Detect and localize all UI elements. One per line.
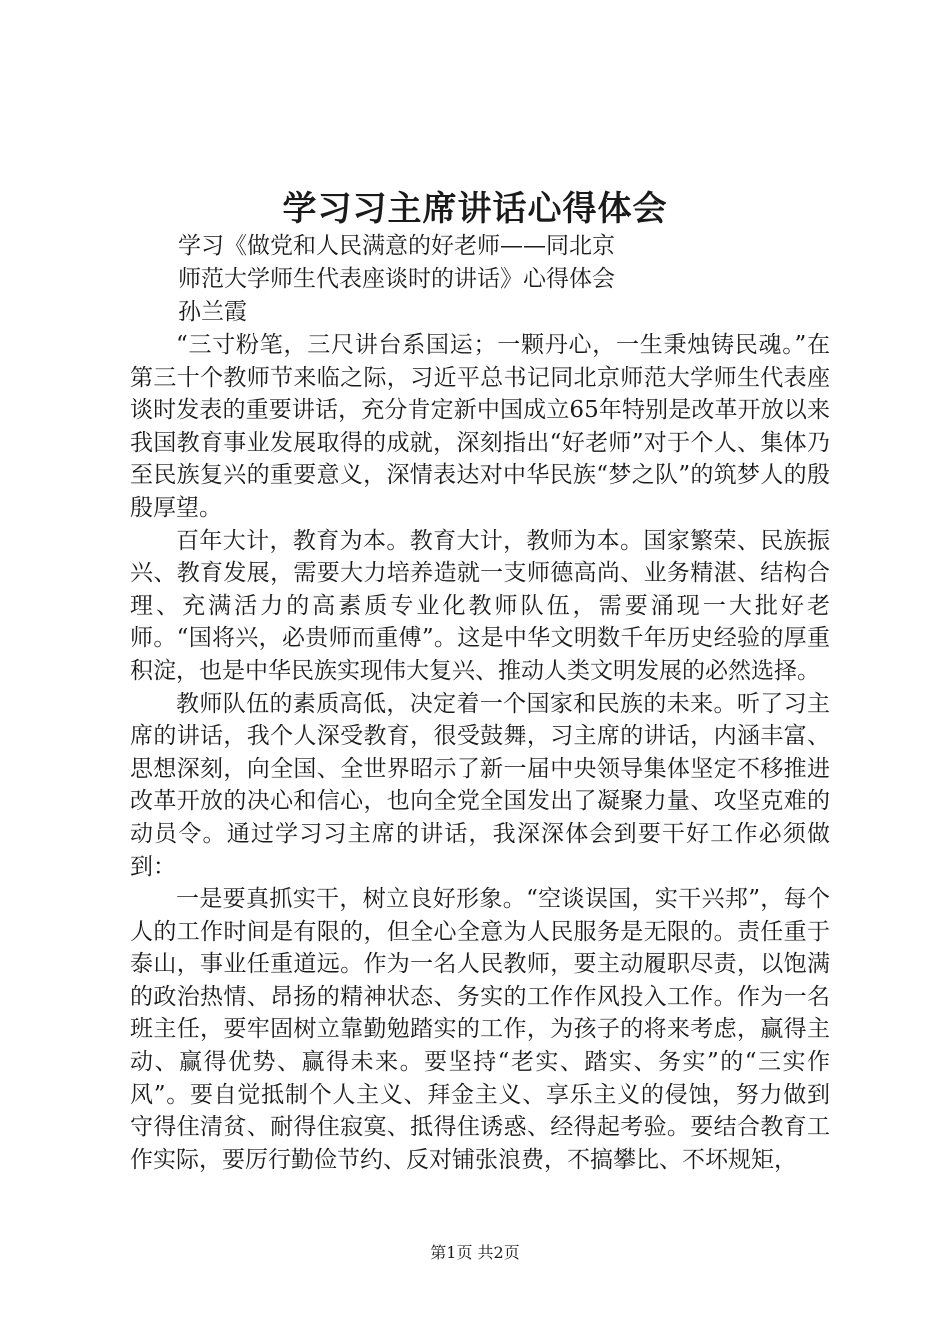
- paragraph-2: 百年大计，教育为本。教育大计，教师为本。国家繁荣、民族振兴、教育发展，需要大力培养造就一支师德高尚、业务精湛、结构合理、充满活力的高素质专业化教师队伍，需要涌现一大批好老师。“国将兴，必贵师而重傅”。这是中华文明数千年历史经验的厚重积淀，也是中华民族实现伟大复兴、推动人类文明发展的必然选择。: [130, 527, 830, 684]
- subtitle-line-2: 师范大学师生代表座谈时的讲话》心得体会: [178, 266, 615, 292]
- document-title: 学习习主席讲话心得体会: [282, 189, 668, 229]
- document-subtitle: [178, 230, 678, 329]
- paragraph-4: 一是要真抓实干，树立良好形象。“空谈误国，实干兴邦”，每个人的工作时间是有限的，但全心全意为人民服务是无限的。责任重于泰山，事业任重道远。作为一名人民教师，要主动履职尽责，以饱满的政治热情、昂扬的精神状态、务实的工作作风投入工作。作为一名班主任，要牢固树立靠勤勉踏实的工作，为孩子的将来考虑，赢得主动、赢得优势、赢得未来。要坚持“老实、踏实、务实”的“三实作风”。要自觉抵制个人主义、拜金主义、享乐主义的侵蚀，努力做到守得住清贫、耐得住寂寞、抵得住诱惑、经得起考验。要结合教育工作实际，要厉行勤俭节约、反对铺张浪费，不搞攀比、不坏规矩，: [130, 886, 830, 1173]
- paragraph-1: “三寸粉笔，三尺讲台系国运；一颗丹心，一生秉烛铸民魂。”在第三十个教师节来临之际，习近平总书记同北京师范大学师生代表座谈时发表的重要讲话，充分肯定新中国成立65年特别是改革开放以来我国教育事业发展取得的成就，深刻指出“好老师”对于个人、集体乃至民族复兴的重要意义，深情表达对中华民族“梦之队”的筑梦人的殷殷厚望。: [130, 332, 830, 521]
- paragraph-3: 教师队伍的素质高低，决定着一个国家和民族的未来。听了习主席的讲话，我个人深受教育，很受鼓舞，习主席的讲话，内涵丰富、思想深刻，向全国、全世界昭示了新一届中央领导集体坚定不移推进改革开放的决心和信心，也向全党全国发出了凝聚力量、攻坚克难的动员令。通过学习习主席的讲话，我深深体会到要干好工作必须做到：: [130, 690, 830, 880]
- page-footer: 第1页 共2页: [430, 1243, 520, 1262]
- subtitle-line-1: 学习《做党和人民满意的好老师——同北京: [178, 233, 615, 259]
- author-name: 孙兰霞: [178, 299, 247, 325]
- document-body: [130, 329, 830, 1176]
